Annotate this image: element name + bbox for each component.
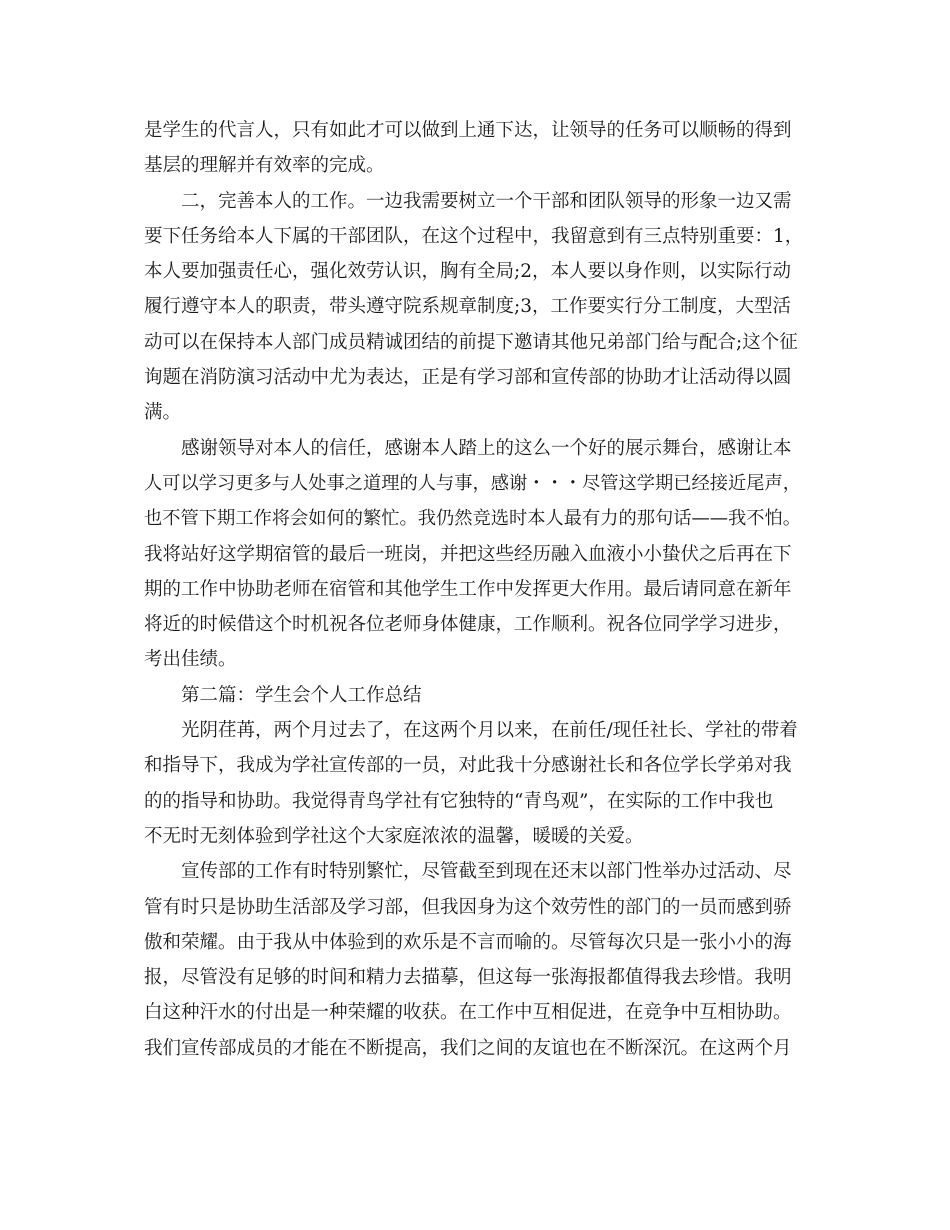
text-line: 我将站好这学期宿管的最后一班岗，并把这些经历融入血液小小蛰伏之后再在下 [144, 543, 792, 565]
text-line: 管有时只是协助生活部及学习部，但我因身为这个效劳性的部门的一员而感到骄 [144, 896, 792, 918]
text-line: 期的工作中协助老师在宿管和其他学生工作中发挥更大作用。最后请同意在新年 [144, 578, 792, 600]
text-line: 我们宣传部成员的才能在不断提高，我们之间的友谊也在不断深沉。在这两个月 [144, 1037, 792, 1059]
text-line: 询题在消防演习活动中尤为表达，正是有学习部和宣传部的协助才让活动得以圆 [144, 367, 792, 389]
text-line: 光阴荏苒，两个月过去了，在这两个月以来，在前任/现任社长、学社的带着 [181, 720, 798, 742]
text-line: 二，完善本人的工作。一边我需要树立一个干部和团队领导的形象一边又需 [181, 190, 792, 212]
text-line: 也不管下期工作将会如何的繁忙。我仍然竞选时本人最有力的那句话——我不怕。 [144, 508, 801, 530]
document-body [144, 113, 809, 1066]
text-line: 是学生的代言人，只有如此才可以做到上通下达，让领导的任务可以顺畅的得到 [144, 120, 792, 141]
text-line: 考出佳绩。 [144, 649, 237, 671]
text-line: 履行遵守本人的职责，带头遵守院系规章制度;3，工作要实行分工制度，大型活 [144, 296, 792, 318]
text-line: 要下任务给本人下属的干部团队，在这个过程中，我留意到有三点特别重要：1， [144, 225, 804, 247]
text-line: 报，尽管没有足够的时间和精力去描摹，但这每一张海报都值得我去珍惜。我明 [144, 967, 792, 989]
text-line: 基层的理解并有效率的完成。 [144, 155, 385, 177]
text-line: 人可以学习更多与人处事之道理的人与事，感谢・・・尽管这学期已经接近尾声， [144, 472, 801, 494]
text-line: 本人要加强责任心，强化效劳认识，胸有全局;2，本人要以身作则，以实际行动 [144, 261, 792, 283]
text-line: 和指导下，我成为学社宣传部的一员，对此我十分感谢社长和各位学长学弟对我 [144, 755, 792, 777]
text-line: 不无时无刻体验到学社这个大家庭浓浓的温馨，暖暖的关爱。 [144, 825, 644, 847]
text-line: 傲和荣耀。由于我从中体验到的欢乐是不言而喻的。尽管每次只是一张小小的海 [144, 931, 792, 953]
text-line: 白这种汗水的付出是一种荣耀的收获。在工作中互相促进，在竞争中互相协助。 [144, 1002, 792, 1024]
text-line: 第二篇：学生会个人工作总结 [181, 684, 422, 706]
text-line: 宣传部的工作有时特别繁忙，尽管截至到现在还末以部门性举办过活动、尽 [181, 861, 792, 883]
text-line: 动可以在保持本人部门成员精诚团结的前提下邀请其他兄弟部门给与配合;这个征 [144, 331, 798, 353]
text-line: 的的指导和协助。我觉得青鸟学社有它独特的“青鸟观”，在实际的工作中我也 [144, 790, 774, 812]
text-line: 感谢领导对本人的信任，感谢本人踏上的这么一个好的展示舞台，感谢让本 [181, 437, 792, 459]
text-line: 将近的时候借这个时机祝各位老师身体健康，工作顺利。祝各位同学学习进步， [144, 614, 792, 636]
text-line: 满。 [144, 402, 182, 424]
